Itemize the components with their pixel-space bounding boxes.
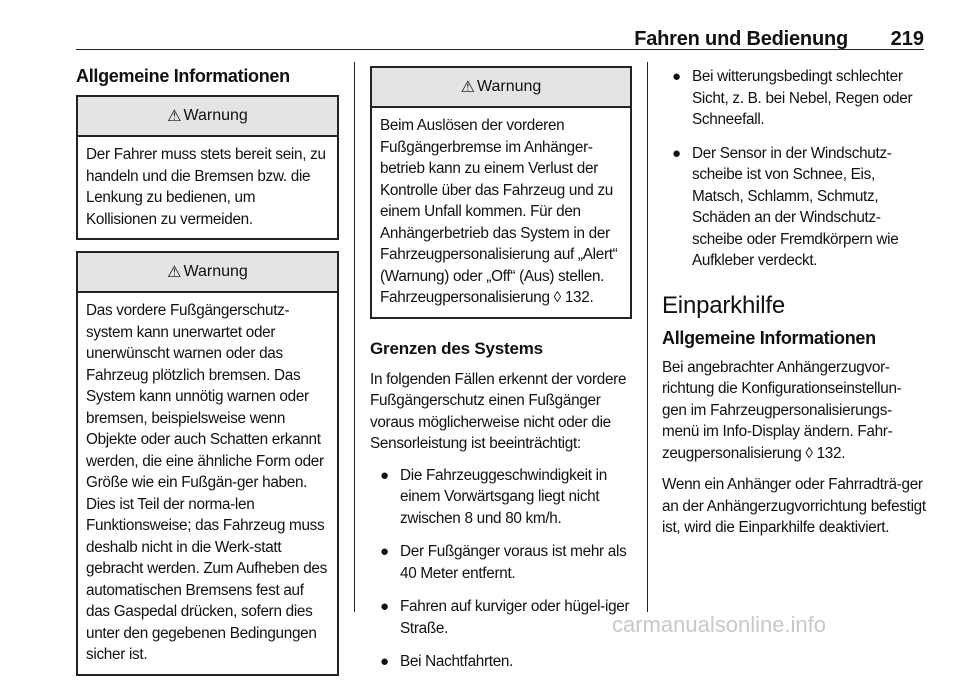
bullet-icon: ●: [672, 68, 681, 85]
chapter-heading: Einparkhilfe: [662, 291, 786, 319]
warning-triangle-icon: ⚠: [167, 264, 182, 281]
list-item: ● Bei witterungsbedingt schlechter Sicht, z. B. bei Nebel, Regen oder Schneefall.: [672, 68, 913, 128]
page-title: Fahren und Bedienung: [634, 28, 848, 50]
column-divider-2: [647, 62, 648, 612]
bullet-icon: ●: [380, 543, 389, 560]
limitations-list: [370, 465, 632, 673]
warning-header: [372, 68, 630, 108]
page-number: 219: [890, 28, 924, 50]
warning-text: Das vordere Fußgängerschutz-system kann unerwartet oder unerwünscht warnen oder das Fahrzeug plötzlich bremsen. Das System kann unnötig warnen oder bremsen, beispielsweise wenn Objekte oder auch Schatten erkannt werden, die eine ähnliche Form oder Größe wie ein Fußgän-ger haben. Dies ist Teil der norma-len Funktionsweise; das Fahrzeug muss deshalb nicht in die Werk-statt gebracht werden. Zum Aufheben des automatischen Bremsens fest auf das Gaspedal drücken, sofern dies unter den gegebenen Bedingungen sicher ist.: [86, 302, 327, 663]
column-1: [76, 62, 339, 687]
warning-box: [76, 95, 339, 240]
warning-title: Warnung: [477, 78, 542, 95]
page-header: [0, 0, 960, 56]
bullet-icon: ●: [380, 598, 389, 615]
warning-text: Der Fahrer muss stets bereit sein, zu handeln und die Bremsen bzw. die Lenkung zu bedienen, um Kollisionen zu vermeiden.: [86, 146, 326, 228]
header-rule: [76, 49, 924, 50]
warning-box: [76, 251, 339, 676]
column-2: [370, 62, 632, 685]
list-item: ● Der Fußgänger voraus ist mehr als 40 Meter entfernt.: [380, 543, 627, 582]
sub-heading: Allgemeine Informationen: [662, 327, 876, 348]
bullet-icon: ●: [672, 144, 681, 162]
warning-title: Warnung: [183, 263, 248, 280]
bullet-icon: ●: [380, 653, 389, 670]
warning-triangle-icon: ⚠: [460, 79, 475, 96]
paragraph: Wenn ein Anhänger oder Fahrradträ-ger an der Anhängerzugvorrichtung befestigt ist, wird die Einparkhilfe deaktiviert.: [662, 476, 926, 536]
list-item: ● Der Sensor in der Windschutz-scheibe ist von Schnee, Eis, Matsch, Schlamm, Schmutz, Schäden an der Windschutz-scheibe oder Fremdkörpern wie Aufkleber verdeckt.: [672, 144, 899, 269]
list-item: ● Bei Nachtfahrten.: [370, 651, 632, 673]
warning-header: [78, 253, 337, 293]
warning-header: [78, 97, 337, 137]
warning-title: Warnung: [183, 107, 248, 124]
warning-box: [370, 66, 632, 319]
paragraph: Bei angebrachter Anhängerzugvor-richtung die Konfigurationseinstellun-gen im Fahrzeugpersonalisierungs-menü im Info-Display ändern. Fahr-zeugpersonalisierung ◊ 132.: [662, 358, 902, 462]
intro-paragraph: In folgenden Fällen erkennt der vordere Fußgängerschutz einen Fußgänger voraus möglicherweise nicht oder die Sensorleistung ist beeinträchtigt:: [370, 370, 627, 452]
list-item: ● Fahren auf kurviger oder hügel-iger Straße.: [380, 598, 630, 637]
warning-triangle-icon: ⚠: [167, 108, 182, 125]
list-item: ● Die Fahrzeuggeschwindigkeit in einem Vorwärtsgang liegt nicht zwischen 8 und 80 km/h.: [380, 466, 607, 527]
bullet-icon: ●: [380, 466, 389, 484]
watermark: carmanualsonline.info: [612, 612, 827, 637]
column-divider-1: [354, 62, 355, 612]
warning-text: Beim Auslösen der vorderen Fußgängerbremse im Anhänger-betrieb kann zu einem Verlust der Kontrolle über das Fahrzeug und zu einem Unfall kommen. Für den Anhängerbetrieb das System in der Fahrzeugpersonalisierung auf „Alert“ (Warnung) oder „Off“ (Aus) stellen. Fahrzeugpersonalisierung ◊ 132.: [380, 117, 618, 306]
column-3: [662, 62, 926, 549]
section-heading: Allgemeine Informationen: [76, 66, 290, 86]
section-heading: Grenzen des Systems: [370, 338, 543, 358]
limitations-list-continued: [662, 66, 926, 272]
